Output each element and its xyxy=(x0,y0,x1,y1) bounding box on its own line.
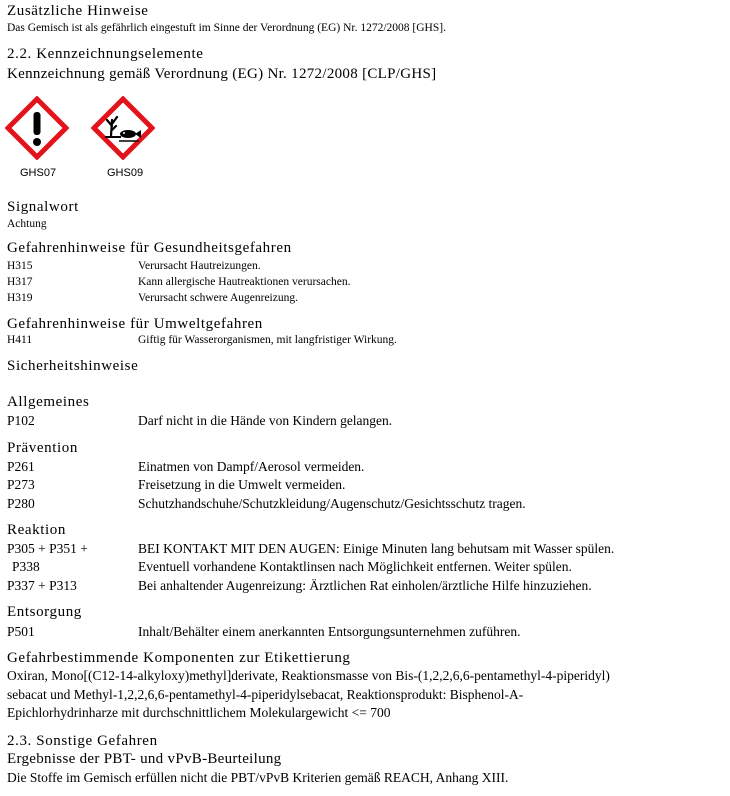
precaution-code: P305 + P351 + xyxy=(7,541,88,556)
precaution-text: Bei anhaltender Augenreizung: Ärztlichen Rat einholen/ärztliche Hilfe hinzuziehen. xyxy=(138,578,592,593)
precaution-text: Freisetzung in die Umwelt vermeiden. xyxy=(138,477,346,492)
zusaetzliche-heading: Zusätzliche Hinweise xyxy=(7,3,149,19)
hazard-text: Verursacht Hautreizungen. xyxy=(138,260,261,272)
disposal-heading: Entsorgung xyxy=(7,604,82,620)
section-22-subheading: Kennzeichnung gemäß Verordnung (EG) Nr. 1272/2008 [CLP/GHS] xyxy=(7,66,437,82)
hazard-code: H411 xyxy=(7,334,33,346)
precaution-text: Einatmen von Dampf/Aerosol vermeiden. xyxy=(138,459,365,474)
signal-word-value: Achtung xyxy=(7,218,47,230)
general-heading: Allgemeines xyxy=(7,394,90,410)
section-22-heading: 2.2. Kennzeichnungselemente xyxy=(7,46,204,62)
precaution-code: P337 + P313 xyxy=(7,578,77,593)
health-hazards-heading: Gefahrenhinweise für Gesundheitsgefahren xyxy=(7,240,292,256)
precaution-code: P273 xyxy=(7,477,35,492)
precaution-text: Schutzhandschuhe/Schutzkleidung/Augenschutz/Gesichtsschutz tragen. xyxy=(138,496,526,511)
zusaetzliche-text: Das Gemisch ist als gefährlich eingestuft im Sinne der Verordnung (EG) Nr. 1272/2008 [GHS]. xyxy=(7,22,446,34)
section-23-subheading: Ergebnisse der PBT- und vPvB-Beurteilung xyxy=(7,751,282,767)
precaution-text: Eventuell vorhandene Kontaktlinsen nach Möglichkeit entfernen. Weiter spülen. xyxy=(138,559,572,574)
components-heading: Gefahrbestimmende Komponenten zur Etikettierung xyxy=(7,650,351,666)
safety-heading: Sicherheitshinweise xyxy=(7,358,139,374)
precaution-text: Darf nicht in die Hände von Kindern gelangen. xyxy=(138,413,393,428)
reaction-heading: Reaktion xyxy=(7,522,66,538)
pictogram-label: GHS09 xyxy=(107,167,144,179)
precaution-code: P338 xyxy=(12,559,40,574)
precaution-text: BEI KONTAKT MIT DEN AUGEN: Einige Minuten lang behutsam mit Wasser spülen. xyxy=(138,541,615,556)
exclamation-mark-icon xyxy=(5,96,69,160)
precaution-code: P102 xyxy=(7,413,35,428)
hazard-text: Verursacht schwere Augenreizung. xyxy=(138,292,298,304)
components-line: Oxiran, Mono[(C12-14-alkyloxy)methyl]derivate, Reaktionsmasse von Bis-(1,2,2,6,6-pentamethyl-4-piperidyl) xyxy=(7,668,610,683)
hazard-code: H315 xyxy=(7,260,33,272)
hazard-text: Giftig für Wasserorganismen, mit langfristiger Wirkung. xyxy=(138,334,397,346)
hazard-code: H317 xyxy=(7,276,33,288)
precaution-code: P280 xyxy=(7,496,35,511)
section-23-heading: 2.3. Sonstige Gefahren xyxy=(7,733,158,749)
pictogram-label: GHS07 xyxy=(20,167,57,179)
signal-word-heading: Signalwort xyxy=(7,199,79,215)
components-line: Epichlorhydrinharze mit durchschnittlichem Molekulargewicht <= 700 xyxy=(7,705,391,720)
precaution-code: P261 xyxy=(7,459,35,474)
prevention-heading: Prävention xyxy=(7,440,78,456)
environment-icon xyxy=(91,96,155,160)
components-line: sebacat und Methyl-1,2,2,6,6-pentamethyl-4-piperidylsebacat, Reaktionsprodukt: Bisphenol-A- xyxy=(7,687,524,702)
hazard-text: Kann allergische Hautreaktionen verursachen. xyxy=(138,276,351,288)
hazard-code: H319 xyxy=(7,292,33,304)
environment-hazards-heading: Gefahrenhinweise für Umweltgefahren xyxy=(7,316,263,332)
section-23-text: Die Stoffe im Gemisch erfüllen nicht die PBT/vPvB Kriterien gemäß REACH, Anhang XIII. xyxy=(7,770,509,785)
precaution-text: Inhalt/Behälter einem anerkannten Entsorgungsunternehmen zuführen. xyxy=(138,624,521,639)
precaution-code: P501 xyxy=(7,624,35,639)
